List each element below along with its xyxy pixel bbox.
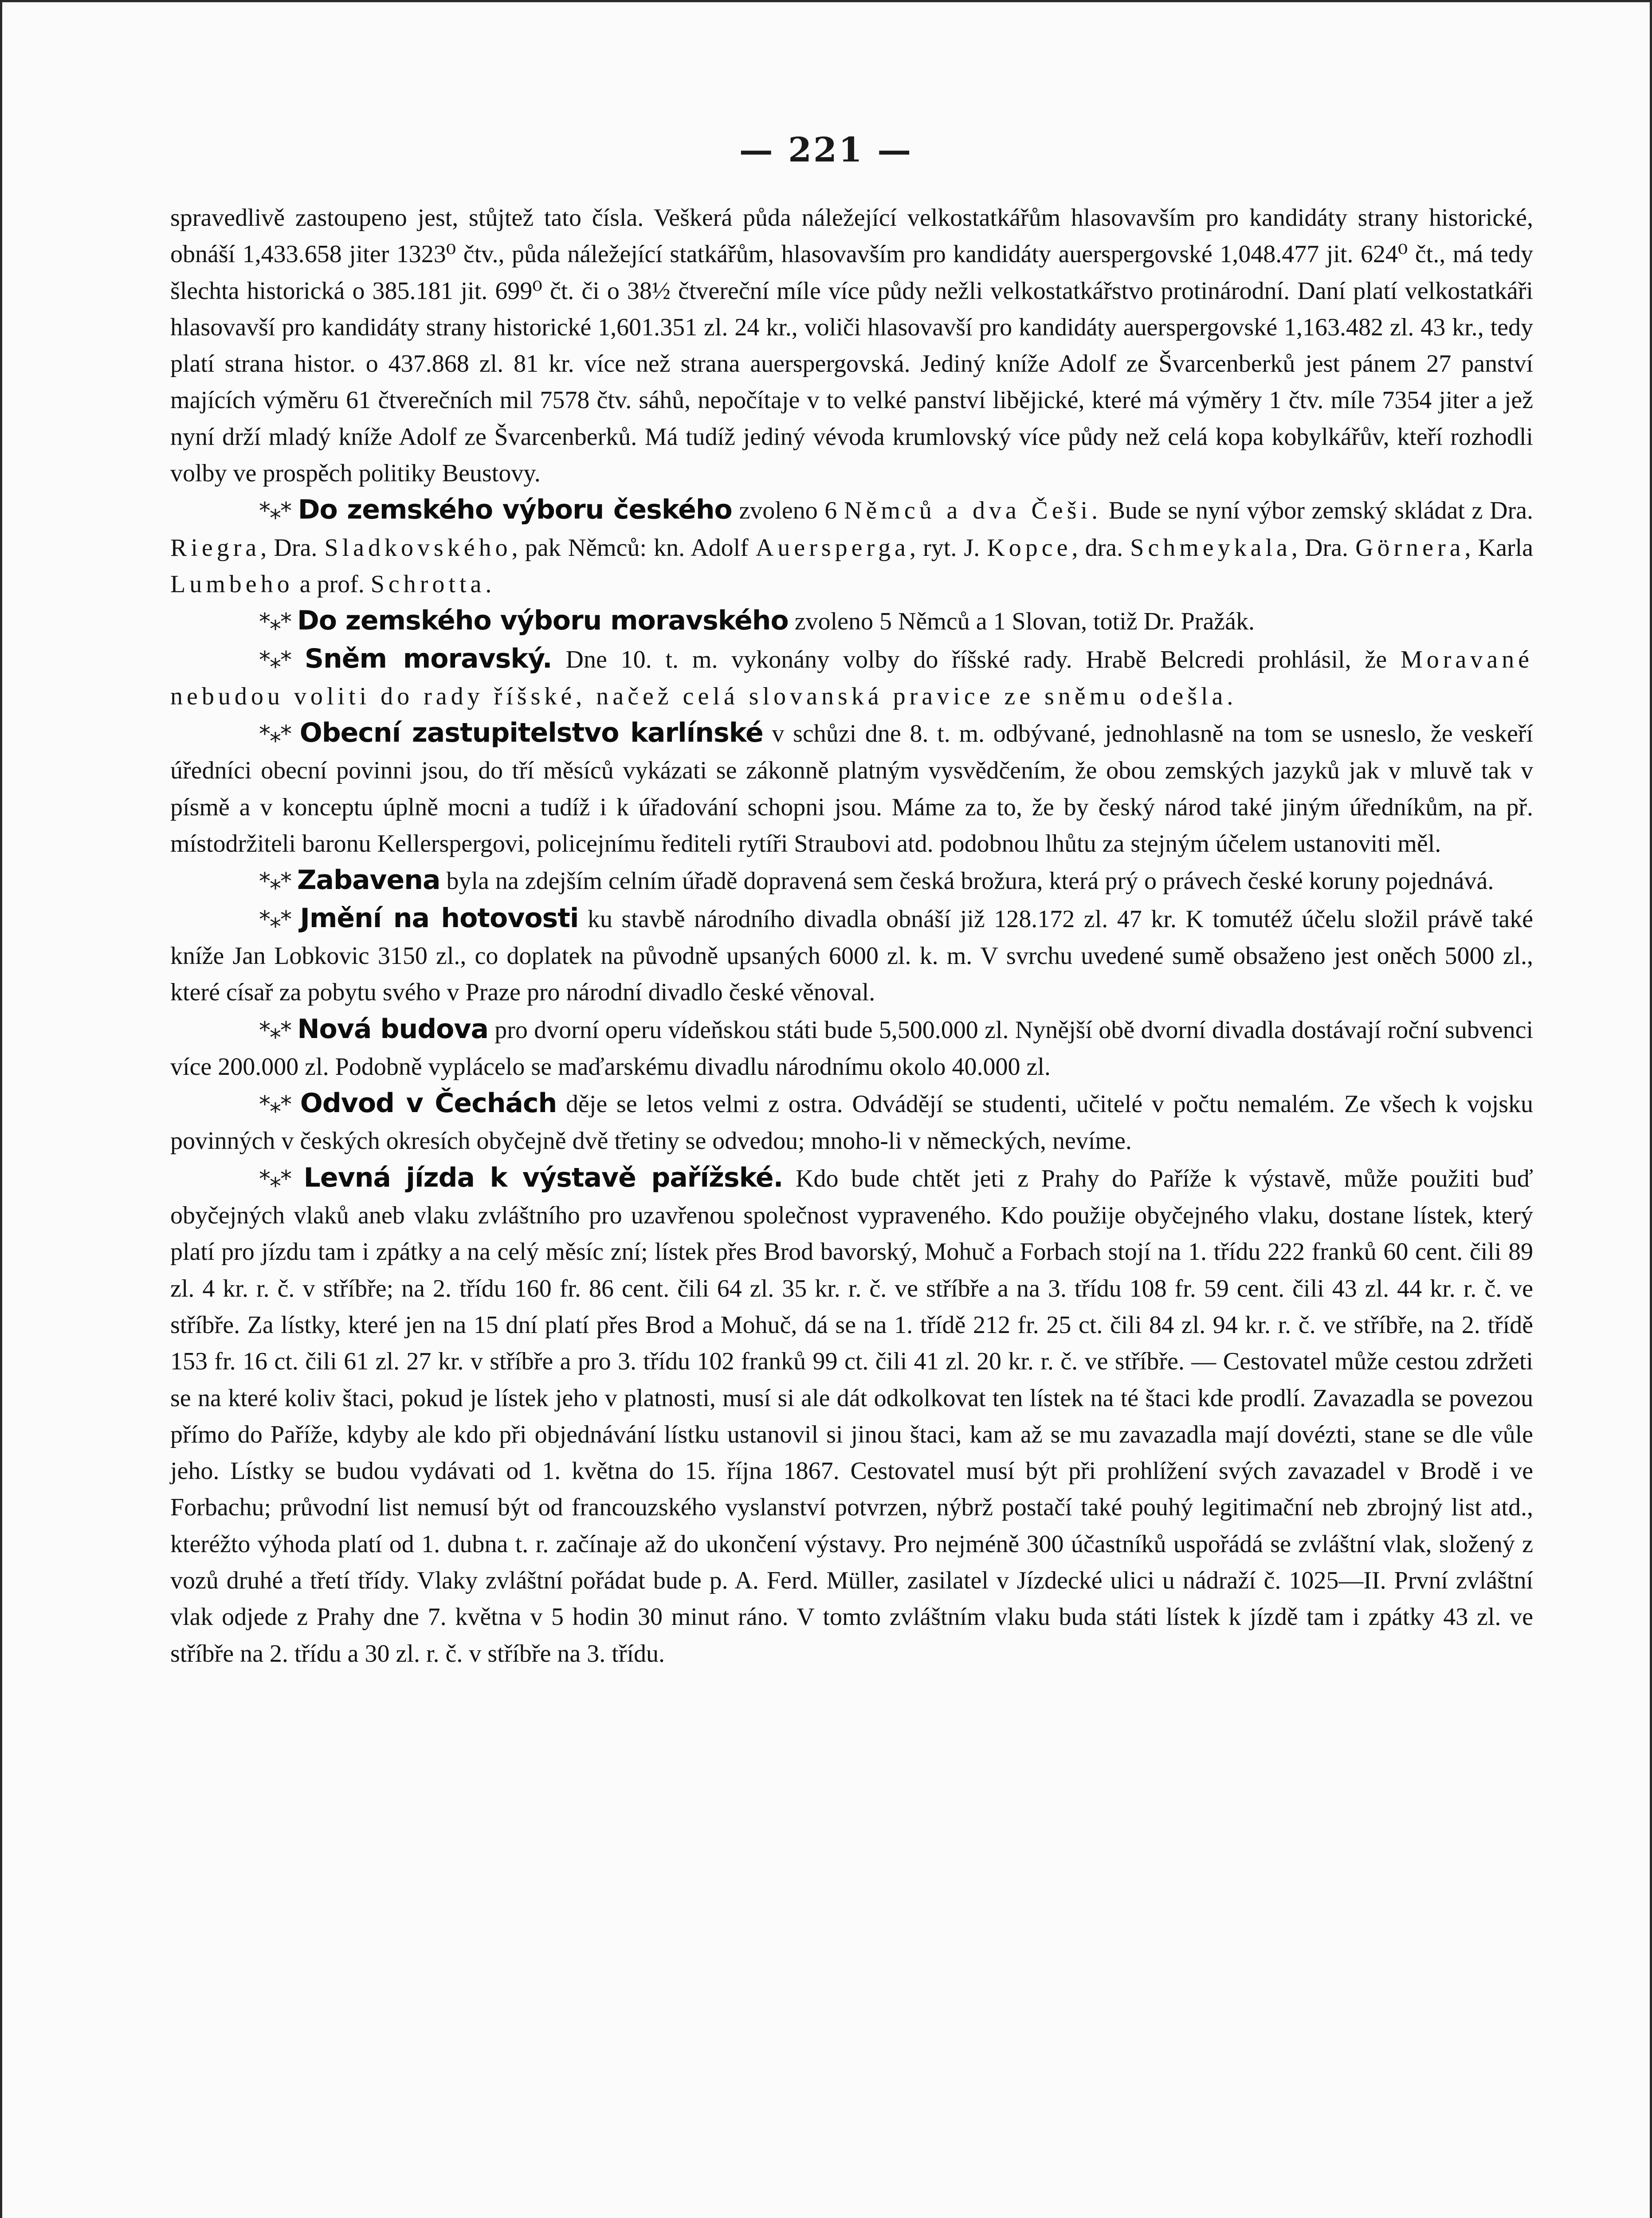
emphasis-text: Lumbeho xyxy=(170,570,294,598)
page-number: — 221 — xyxy=(739,130,913,169)
paragraph-text: pro dvorní operu vídeňskou státi bude 5,500.000 zl. Nynější obě dvorní divadla dostávají roční subvenci více 200.000 zl. Podobně vyplácelo se maďarskému divadlu národnímu okolo 40.000 zl. xyxy=(170,1016,1534,1081)
item-heading: Levná jízda k výstavě pařížské. xyxy=(303,1162,783,1193)
emphasis-text: Riegra xyxy=(170,534,261,562)
paragraph-text: , Dra. xyxy=(1291,534,1356,562)
emphasis-text: Görnera xyxy=(1355,534,1465,562)
paragraph-odvod-v-cechach xyxy=(170,1085,1533,1160)
item-heading: Do zemského výboru moravského xyxy=(297,605,789,637)
paragraph-text: Kdo bude chtět jeti z Prahy do Paříže k výstavě, může použiti buď obyčejných vlaků aneb vlaku zvláštního pro uzavřenou společnost vypraveného. Kdo použije obyčejného vlaku, dostane lístek, který platí pro jízdu tam i zpátky a na celý měsíc zní; lístek přes Brod bavorský, Mohuč a Forbach stojí na 1. třídu 222 franků 60 cent. čili 89 zl. 4 kr. r. č. v stříbře; na 2. třídu 160 fr. 86 cent. čili 64 zl. 35 kr. r. č. ve stříbře a na 3. třídu 108 fr. 59 cent. čili 43 zl. 44 kr. r. č. ve stříbře. Za lístky, které jen na 15 dní platí přes Brod a Mohuč, dá se na 1. třídě 212 fr. 25 ct. čili 84 zl. 94 kr. r. č. ve stříbře, na 2. třídě 153 fr. 16 ct. čili 61 zl. 27 kr. v stříbře a pro 3. třídu 102 franků 99 ct. čili 41 zl. 20 kr. r. č. ve stříbře. — Cestovatel může cestou zdržeti se na které koliv štaci, pokud je lístek jeho v platnosti, musí si ale dát odkolkovat ten lístek na té štaci kde prodlí. Zavazadla se povezou přímo do Paříže, kdyby ale kdo při objednávání lístku ustanovil si jinou štaci, kam až se mu zavazadla mají dovézti, stane se dle vůle jeho. Lístky se budou vydávati od 1. května do 15. října 1867. Cestovatel musí být při prohlížení svých zavazadel v Brodě i ve Forbachu; průvodní list nemusí být od francouzského vyslanství potvrzen, nýbrž postačí také pouhý legitimační neb zbrojný list atd., kteréžto výhoda platí od 1. dubna t. r. začínaje až do ukončení výstavy. Pro nejméně 300 účastníků uspořádá se zvláštní vlak, složený z vozů druhé a třetí třídy. Vlaky zvláštní pořádat bude p. A. Ferd. Müller, zasilatel v Jízdecké ulici u nádraží č. 1025—II. První zvláštní vlak odjede z Prahy dne 7. května v 5 hodin 30 minut ráno. V tomto zvláštním vlaku buda státi lístek k jízdě tam i zpátky 43 zl. ve stříbře na 2. třídu a 30 zl. r. č. v stříbře na 3. třídu. xyxy=(170,1164,1533,1667)
paragraph-text: , pak Němců: kn. Adolf xyxy=(511,534,756,562)
paragraph-text: Bude se nyní výbor zemský skládat z Dra. xyxy=(1102,497,1534,525)
asterism-icon: *⁎* xyxy=(259,609,291,636)
asterism-icon: *⁎* xyxy=(259,906,291,933)
emphasis-text: Moravané nebudou voliti do rady říšské, načež celá slovanská pravice ze sněmu odešla. xyxy=(170,645,1533,710)
asterism-icon: *⁎* xyxy=(259,721,291,748)
paragraph-text: byla na zdejším celním úřadě dopravená sem česká brožura, která prý o právech české koruny pojednává. xyxy=(440,867,1494,895)
paragraph-text: zvoleno 6 xyxy=(739,497,844,525)
asterism-icon: *⁎* xyxy=(259,1017,291,1044)
paragraph-text: ku stavbě národního divadla obnáší již 128.172 zl. 47 kr. K tomutéž účelu složil právě také kníže Jan Lobkovic 3150 zl., co doplatek na původně upsaných 6000 zl. k. m. V svrchu uvedené sumě obsaženo jest oněch 5000 zl., které císař za pobytu svého v Praze pro národní divadlo české věnoval. xyxy=(170,905,1534,1007)
item-heading: Jmění na hotovosti xyxy=(300,902,579,934)
item-heading: Zabavena xyxy=(297,865,440,896)
paragraph-levna-jizda xyxy=(170,1160,1533,1672)
item-heading: Nová budova xyxy=(297,1013,488,1045)
item-heading: Obecní zastupitelstvo karlínské xyxy=(299,717,763,749)
paragraph-text: , dra. xyxy=(1071,534,1130,562)
asterism-icon: *⁎* xyxy=(259,868,291,895)
asterism-icon: *⁎* xyxy=(259,1091,291,1118)
emphasis-text: Schrotta xyxy=(370,570,486,598)
emphasis-text: Sladkovského xyxy=(324,534,512,562)
asterism-icon: *⁎* xyxy=(259,1165,291,1192)
paragraph-snem-moravsky xyxy=(170,641,1533,715)
item-heading: Do zemského výboru českého xyxy=(298,494,732,526)
paragraph-text: . xyxy=(485,570,492,598)
paragraph-text: a prof. xyxy=(293,570,371,598)
paragraph-continuation xyxy=(170,200,1533,492)
paragraph-text: zvoleno 5 Němců a 1 Slovan, totiž Dr. Pražák. xyxy=(788,608,1255,636)
paragraph-zabavena xyxy=(170,862,1533,900)
paragraph-text: , ryt. J. xyxy=(910,534,987,562)
paragraph-jmeni-na-hotovosti xyxy=(170,900,1533,1011)
paragraph-text: , Karla xyxy=(1464,534,1533,562)
paragraph-text: děje se letos velmi z ostra. Odvádějí se studenti, učitelé v počtu nemalém. Ze všech k vojsku povinných v českých okresích obyčejně dvě třetiny se odvedou; mnoho-li v německých, nevíme. xyxy=(170,1090,1534,1155)
article-text xyxy=(170,200,1533,1672)
paragraph-nova-budova xyxy=(170,1011,1533,1085)
paragraph-text: , Dra. xyxy=(260,534,325,562)
emphasis-text: Kopce xyxy=(987,534,1072,562)
paragraph-zemsky-vybor-moravsky xyxy=(170,602,1533,640)
paragraph-obecni-zastupitelstvo xyxy=(170,715,1533,862)
paragraph-text: v schůzi dne 8. t. m. odbývané, jednohlasně na tom se usneslo, že veskeří úředníci obecní povinni jsou, do tří měsíců vykázati se zákonně platným vysvědčením, že obou zemských jazyků jak v mluvě tak v písmě a v konceptu úplně mocni a tudíž i k úřadování schopni jsou. Máme za to, že by český národ také jiným úředníkům, na př. místodržiteli baronu Kellerspergovi, policejnímu řediteli rytíři Straubovi atd. podobnou lhůtu za stejným účelem ustanoviti měl. xyxy=(170,720,1533,858)
paragraph-text: spravedlivě zastoupeno jest, stůjtež tato čísla. Veškerá půda náležející velkostatkářům hlasovavším pro kandidáty strany historické, obnáší 1,433.658 jiter 1323⁰ čtv., půda náležející statkářům, hlasovavším pro kandidáty auerspergovské 1,048.477 jit. 624⁰ čt., má tedy šlechta historická o 385.181 jit. 699⁰ čt. či o 38½ čtvereční míle více půdy nežli velkostatkářstvo protinárodní. Daní platí velkostatkáři hlasovavší pro kandidáty strany historické 1,601.351 zl. 24 kr., voliči hlasovavší pro kandidáty auerspergovské 1,163.482 zl. 43 kr., tedy platí strana histor. o 437.868 zl. 81 kr. více než strana auerspergovská. Jediný kníže Adolf ze Švarcenberků jest pánem 27 panství majících výměru 61 čtverečních mil 7578 čtv. sáhů, nepočítaje v to velké panství libějické, které má výměry 1 čtv. míle 7354 jiter a jež nyní drží mladý kníže Adolf ze Švarcenberků. Má tudíž jediný vévoda krumlovský více půdy než celá kopa kobylkářův, kteří rozhodli volby ve prospěch politiky Beustovy. xyxy=(170,204,1533,488)
emphasis-text: Schmeykala xyxy=(1130,534,1291,562)
item-heading: Sněm moravský. xyxy=(304,643,552,674)
emphasis-text: Němců a dva Češi. xyxy=(844,497,1102,525)
item-heading: Odvod v Čechách xyxy=(300,1088,557,1119)
emphasis-text: Auersperga xyxy=(755,534,910,562)
asterism-icon: *⁎* xyxy=(259,498,291,525)
asterism-icon: *⁎* xyxy=(259,646,291,673)
paragraph-zemsky-vybor-cesky xyxy=(170,492,1533,602)
paragraph-text: Dne 10. t. m. vykonány volby do říšské rady. Hrabě Belcredi prohlásil, že xyxy=(552,645,1401,673)
